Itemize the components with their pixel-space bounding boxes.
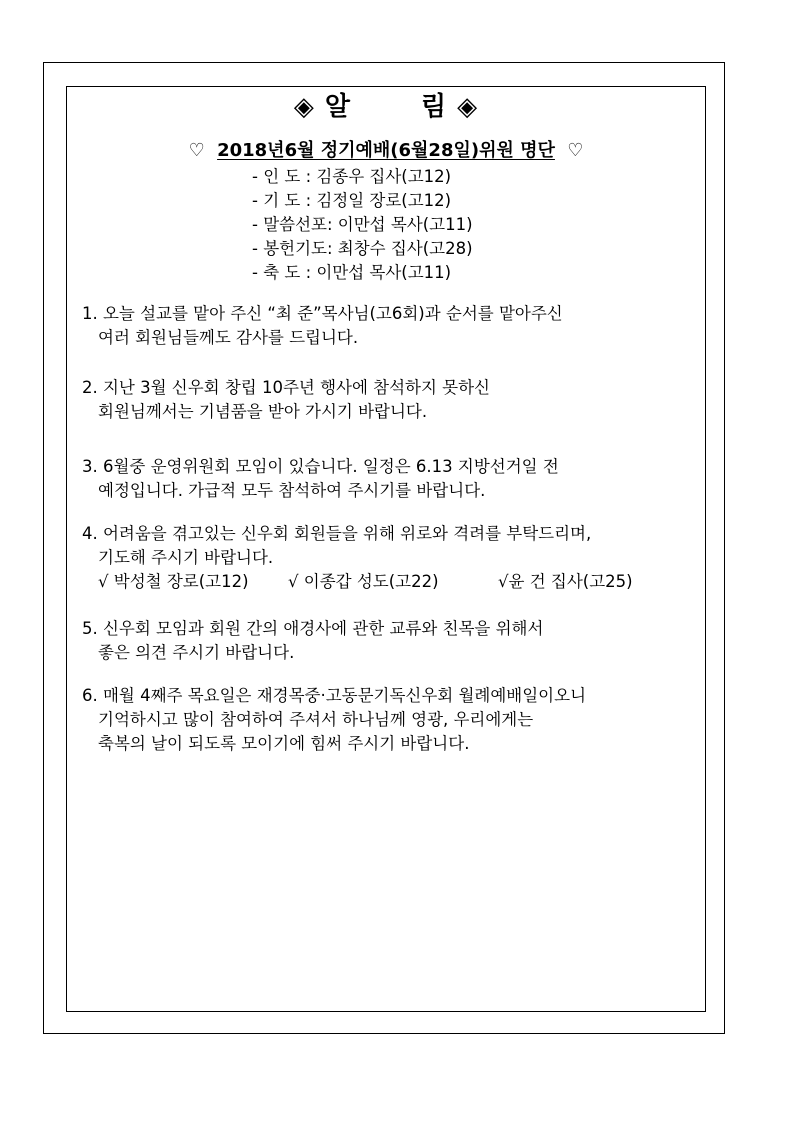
roster-item-leader: - 인 도 : 김종우 집사(고12) — [252, 167, 452, 186]
notice-item-4 — [82, 522, 702, 594]
heart-icon: ♡ — [567, 140, 584, 161]
roster-item-offering-prayer: - 봉헌기도: 최창수 집사(고28) — [252, 239, 473, 258]
notice-line: 축복의 날이 되도록 모이기에 힘써 주시기 바랍니다. — [98, 734, 470, 753]
roster-item-sermon: - 말씀선포: 이만섭 목사(고11) — [252, 215, 473, 234]
notice-line: 회원님께서는 기념품을 받아 가시기 바랍니다. — [98, 402, 428, 421]
notice-item-1 — [82, 302, 702, 350]
page-title — [66, 92, 706, 122]
title-right: 림 ◈ — [421, 92, 479, 122]
roster-list — [252, 165, 473, 285]
notice-line: 여러 회원님들께도 감사를 드립니다. — [98, 328, 359, 347]
notice-line: 좋은 의견 주시기 바랍니다. — [98, 643, 295, 662]
notice-item-6 — [82, 684, 702, 756]
notice-item-2 — [82, 376, 702, 424]
heart-icon: ♡ — [188, 140, 205, 161]
notice-item-5 — [82, 617, 702, 665]
notice-line: 4. 어려움을 겪고있는 신우회 회원들을 위해 위로와 격려를 부탁드리며, — [82, 524, 592, 543]
notice-item-3 — [82, 455, 702, 503]
prayer-request-list — [82, 570, 702, 594]
title-left: ◈ 알 — [293, 92, 351, 122]
notice-line: 5. 신우회 모임과 회원 간의 애경사에 관한 교류와 친목을 위해서 — [82, 619, 544, 638]
prayer-request-item: √윤 건 집사(고25) — [498, 572, 633, 591]
notice-line: 1. 오늘 설교를 맡아 주신 “최 준”목사님(고6회)과 순서를 맡아주신 — [82, 304, 563, 323]
notice-line: 6. 매월 4째주 목요일은 재경목중·고동문기독신우회 월례예배일이오니 — [82, 686, 587, 705]
prayer-request-item: √ 박성철 장로(고12) — [98, 572, 249, 591]
notice-line: 3. 6월중 운영위원회 모임이 있습니다. 일정은 6.13 지방선거일 전 — [82, 457, 559, 476]
notice-line: 기억하시고 많이 참여하여 주셔서 하나님께 영광, 우리에게는 — [98, 710, 534, 729]
roster-heading — [66, 139, 706, 163]
notice-line: 예정입니다. 가급적 모두 참석하여 주시기를 바랍니다. — [98, 481, 486, 500]
notice-line: 2. 지난 3월 신우회 창립 10주년 행사에 참석하지 못하신 — [82, 378, 490, 397]
roster-heading-text: 2018년6월 정기예배(6월28일)위원 명단 — [217, 140, 555, 161]
roster-item-benediction: - 축 도 : 이만섭 목사(고11) — [252, 263, 452, 282]
notice-line: 기도해 주시기 바랍니다. — [98, 548, 274, 567]
prayer-request-item: √ 이종갑 성도(고22) — [288, 572, 439, 591]
roster-item-prayer: - 기 도 : 김정일 장로(고12) — [252, 191, 452, 210]
